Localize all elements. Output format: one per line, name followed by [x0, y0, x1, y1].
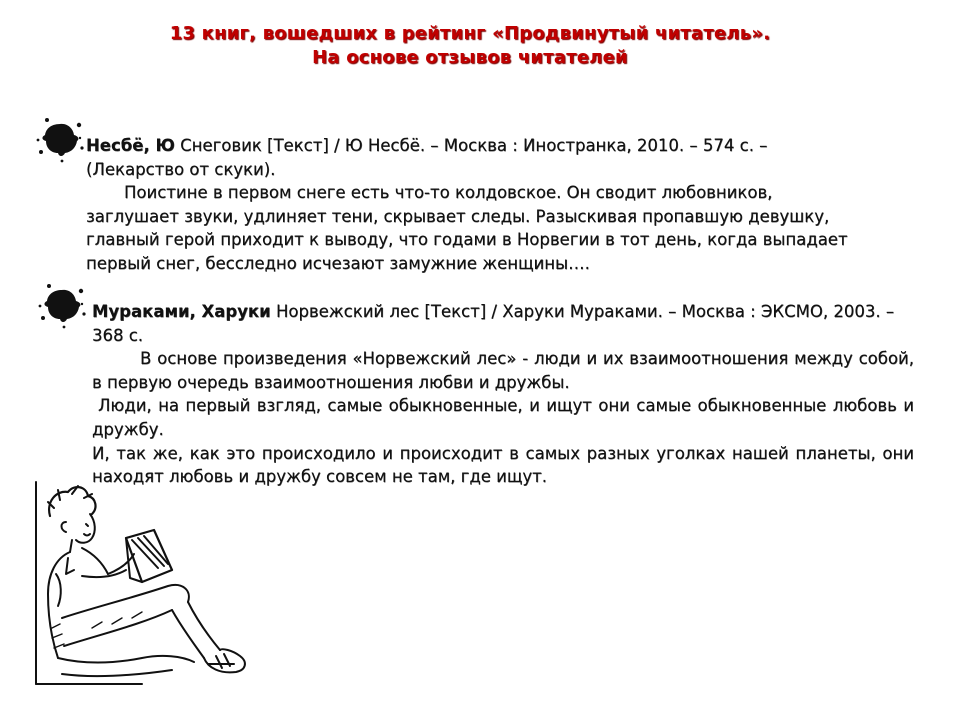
- citation-text: Норвежский лес [Текст] / Харуки Мураками. – Москва : ЭКСМО, 2003. – 368 с.: [92, 302, 895, 345]
- ink-splat-icon: [32, 110, 88, 166]
- citation-text: Снеговик [Текст] / Ю Несбё. – Москва : Иностранка, 2010. – 574 с. – (Лекарство от скуки).: [86, 136, 768, 179]
- book-entry-2: [92, 300, 914, 489]
- book-citation: [92, 300, 914, 347]
- book-description: Поистине в первом снеге есть что-то колдовское. Он сводит любовников, заглушает звуки, удлиняет тени, скрывает следы. Разыскивая пропавшую девушку, главный герой приходит к выводу, что годами в Норвегии в тот день, когда выпадает первый снег, бесследно исчезают замужние женщины….: [86, 183, 848, 273]
- book-author: Несбё, Ю: [86, 136, 175, 155]
- book-citation: [86, 134, 866, 181]
- book-description: Люди, на первый взгляд, самые обыкновенные, и ищут они самые обыкновенные любовь и дружбу.: [92, 396, 914, 439]
- boy-reading-book-icon: [22, 478, 272, 698]
- book-entry-1: [86, 134, 866, 276]
- book-description: В основе произведения «Норвежский лес» - люди и их взаимоотношения между собой, в первую очередь взаимоотношения любви и дружбы.: [92, 349, 914, 392]
- title-line-1: 13 книг, вошедших в рейтинг «Продвинутый читатель».: [169, 23, 771, 44]
- ink-splat-icon: [34, 276, 90, 332]
- title-line-2: На основе отзывов читателей: [312, 47, 628, 68]
- book-author: Мураками, Харуки: [92, 302, 271, 321]
- page-title: [120, 22, 820, 70]
- book-description: И, так же, как это происходило и происходит в самых разных уголках нашей планеты, они находят любовь и дружбу совсем не там, где ищут.: [92, 443, 914, 487]
